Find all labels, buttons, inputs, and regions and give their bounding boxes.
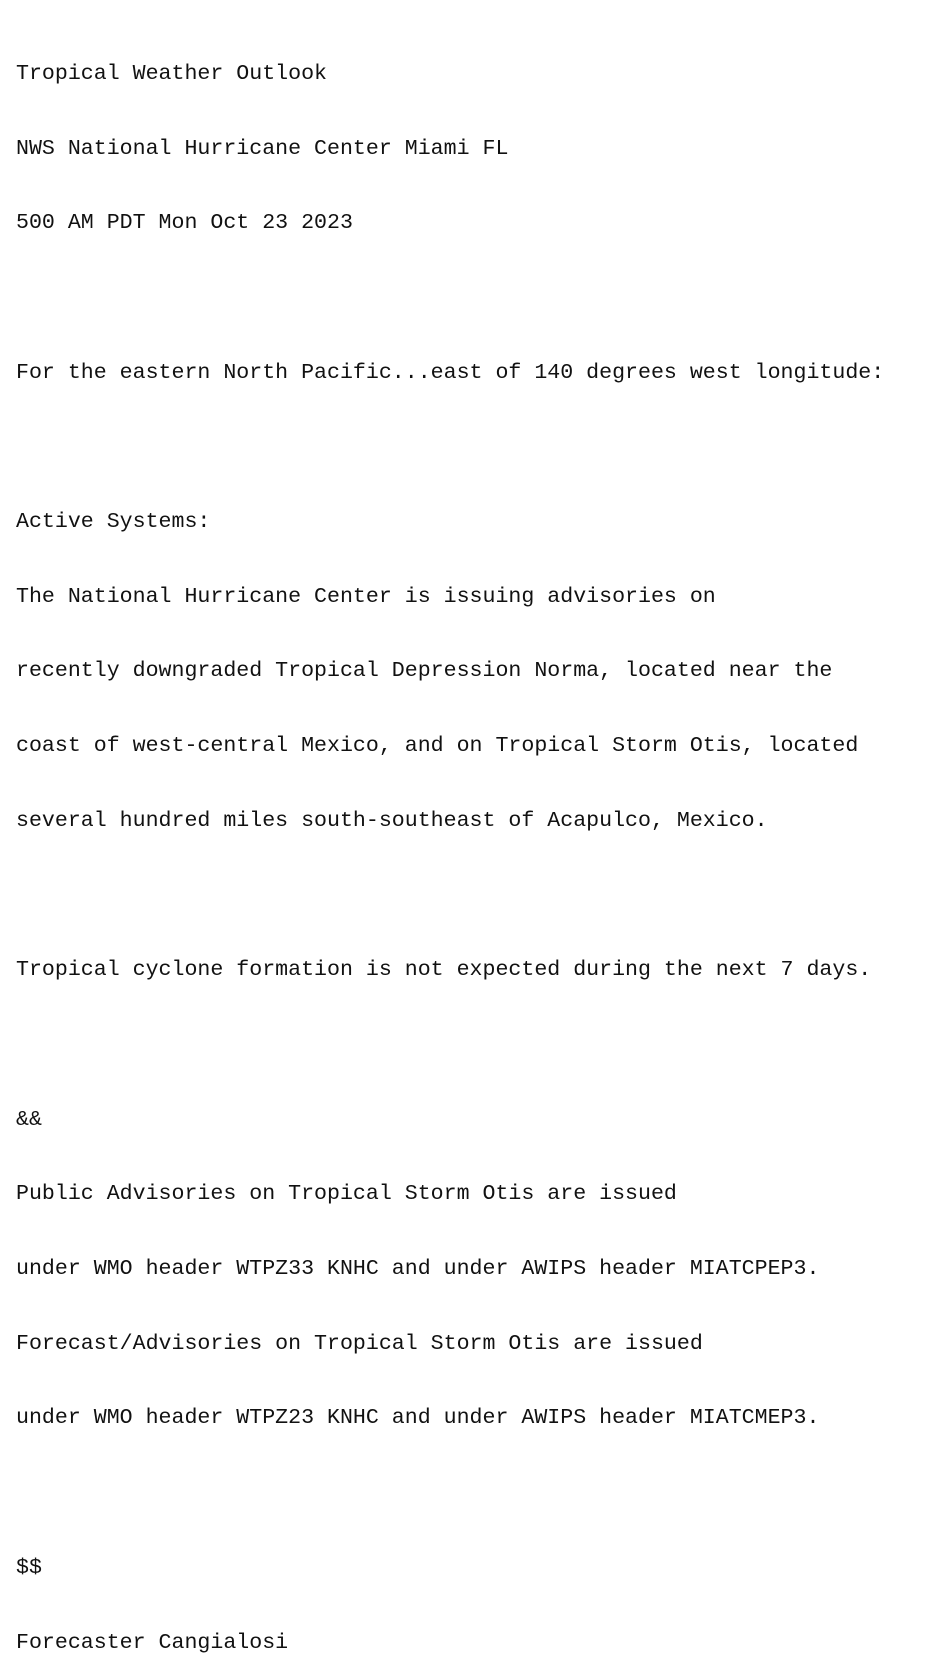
advisory-line: under WMO header WTPZ23 KNHC and under AWIPS header MIATCMEP3. [16, 1406, 820, 1431]
forecaster-signature: Forecaster Cangialosi [16, 1630, 289, 1655]
blank-line [16, 884, 884, 909]
formation-statement: Tropical cyclone formation is not expected during the next 7 days. [16, 958, 872, 983]
active-systems-line: coast of west-central Mexico, and on Tropical Storm Otis, located [16, 734, 859, 759]
issuing-office: NWS National Hurricane Center Miami FL [16, 136, 509, 161]
issue-time: 500 AM PDT Mon Oct 23 2023 [16, 211, 353, 236]
active-systems-heading: Active Systems: [16, 510, 211, 535]
blank-line [16, 1481, 884, 1506]
advisory-line: Public Advisories on Tropical Storm Otis are issued [16, 1182, 677, 1207]
active-systems-line: several hundred miles south-southeast of Acapulco, Mexico. [16, 808, 768, 833]
advisory-line: under WMO header WTPZ33 KNHC and under AWIPS header MIATCPEP3. [16, 1257, 820, 1282]
blank-line [16, 286, 884, 311]
end-marker: $$ [16, 1555, 42, 1580]
active-systems-line: The National Hurricane Center is issuing advisories on [16, 584, 716, 609]
section-separator: && [16, 1107, 42, 1132]
outlook-document [16, 12, 884, 1680]
advisory-line: Forecast/Advisories on Tropical Storm Otis are issued [16, 1331, 703, 1356]
blank-line [16, 1033, 884, 1058]
active-systems-line: recently downgraded Tropical Depression Norma, located near the [16, 659, 833, 684]
blank-line [16, 435, 884, 460]
area-statement: For the eastern North Pacific...east of 140 degrees west longitude: [16, 360, 885, 385]
product-title: Tropical Weather Outlook [16, 61, 328, 86]
